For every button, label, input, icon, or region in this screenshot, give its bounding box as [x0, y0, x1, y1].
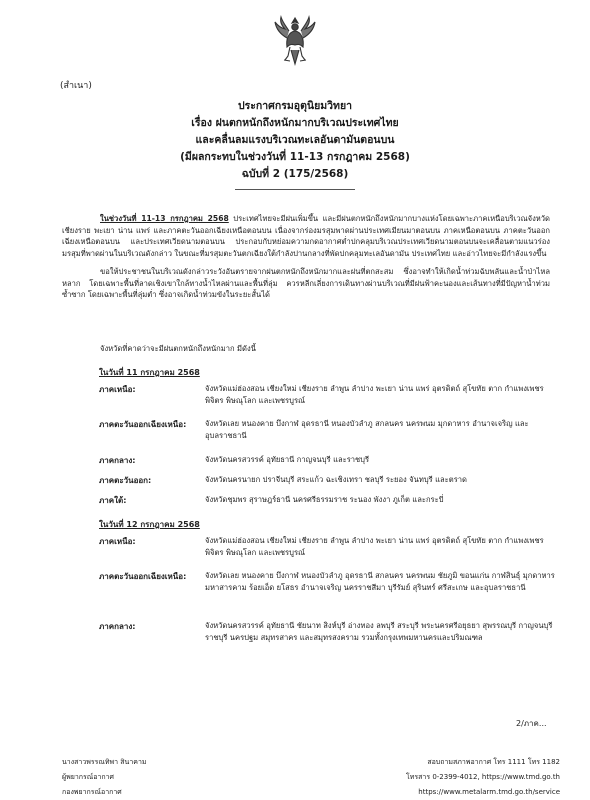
title-line-issue: ฉบับที่ 2 (175/2568): [241, 168, 349, 180]
region-label: ภาคใต้:: [99, 496, 127, 505]
region-label: ภาคตะวันออกเฉียงเหนือ:: [99, 572, 187, 581]
region-provinces: จังหวัดนครนายก ปราจีนบุรี สระแก้ว ฉะเชิงเทรา ชลบุรี ระยอง จันทบุรี และตราด: [205, 475, 467, 484]
title-line-subject: เรื่อง ฝนตกหนักถึงหนักมากบริเวณประเทศไทย: [191, 117, 399, 129]
region-label: ภาคตะวันออก:: [99, 476, 152, 485]
region-provinces: จังหวัดเลย หนองคาย บึงกาฬ อุดรธานี หนองบัวลำภู สกลนคร นครพนม มุกดาหาร อำนาจเจริญ และอุบลราชธานี: [205, 419, 529, 440]
forecaster-title: ผู้พยากรณ์อากาศ: [62, 773, 114, 781]
title-divider: [235, 189, 355, 190]
title-line-agency: ประกาศกรมอุตุนิยมวิทยา: [237, 100, 353, 112]
footer-contact: [406, 755, 560, 800]
title-line-period: (มีผลกระทบในช่วงวันที่ 11-13 กรกฎาคม 2568): [180, 151, 410, 163]
footer-forecaster: [62, 755, 147, 800]
title-line-subject-2: และคลื่นลมแรงบริเวณทะเลอันดามันตอนบน: [195, 134, 395, 146]
paragraph-situation-text: ประเทศไทยจะมีฝนเพิ่มขึ้น และมีฝนตกหนักถึงหนักมากบางแห่งโดยเฉพาะภาคเหนือบริเวณจังหวัดเชียงราย พะเยา น่าน แพร่ และภาคตะวันออกเฉียงเหนือตอนบน เนื่องจากร่องมรสุมพาดผ่านประเทศเมียนมาตอนบน ภาคเหนือตอนบน ภาคตะวันออกเฉียงเหนือตอนบน และประเทศเวียดนามตอนบน ประกอบกับหย่อมความกดอากาศต่ำปกคลุมบริเวณประเทศเวียดนามตอนบนจะเคลื่อนตามแนวร่องมรสุมที่พาดผ่านในบริเวณดังกล่าว ในขณะที่มรสุมตะวันตกเฉียงใต้กำลังปานกลางที่พัดปกคลุมทะเลอันดามัน ประเทศไทย และอ่าวไทยจะมีกำลังแรงขึ้น: [62, 214, 550, 259]
region-label: ภาคกลาง:: [99, 456, 136, 465]
announcement-title: [0, 98, 590, 190]
contact-fax-website: โทรสาร 0-2399-4012, https://www.tmd.go.th: [406, 773, 560, 781]
region-provinces: จังหวัดนครสวรรค์ อุทัยธานี ชัยนาท สิงห์บุรี อ่างทอง ลพบุรี สระบุรี พระนครศรีอยุธยา สุพรรณบุรี กาญจนบุรี ราชบุรี นครปฐม สมุทรสาคร และสมุทรสงคราม รวมทั้งกรุงเทพมหานครและปริมณฑล: [205, 621, 553, 642]
forecaster-division: กองพยากรณ์อากาศ: [62, 788, 122, 796]
paragraph-situation: [62, 213, 550, 260]
date-heading-day2: ในวันที่ 12 กรกฎาคม 2568: [99, 520, 200, 529]
copy-mark: (สำเนา): [60, 81, 92, 91]
forecaster-name: นางสาวพรรณทิพา สินาคาม: [62, 758, 147, 766]
paragraph-provinces-intro: [62, 343, 550, 355]
region-provinces: จังหวัดนครสวรรค์ อุทัยธานี กาญจนบุรี และราชบุรี: [205, 455, 370, 464]
region-label: ภาคกลาง:: [99, 622, 136, 631]
region-label: ภาคเหนือ:: [99, 537, 136, 546]
region-provinces: จังหวัดแม่ฮ่องสอน เชียงใหม่ เชียงราย ลำพูน ลำปาง พะเยา น่าน แพร่ อุตรดิตถ์ สุโขทัย ตาก กำแพงเพชร พิจิตร พิษณุโลก และเพชรบูรณ์: [205, 536, 544, 557]
region-label: ภาคเหนือ:: [99, 385, 136, 394]
region-provinces: จังหวัดชุมพร สุราษฎร์ธานี นครศรีธรรมราช ระนอง พังงา ภูเก็ต และกระบี่: [205, 495, 444, 504]
region-label: ภาคตะวันออกเฉียงเหนือ:: [99, 420, 187, 429]
paragraph-warning: [62, 266, 550, 301]
region-provinces: จังหวัดเลย หนองคาย บึงกาฬ หนองบัวลำภู อุดรธานี สกลนคร นครพนม ชัยภูมิ ขอนแก่น กาฬสินธุ์ มุกดาหาร มหาสารคาม ร้อยเอ็ด ยโสธร อำนาจเจริญ นครราชสีมา บุรีรัมย์ สุรินทร์ ศรีสะเกษ และอุบลราชธานี: [205, 571, 555, 592]
paragraph-warning-text: ขอให้ประชาชนในบริเวณดังกล่าวระวังอันตรายจากฝนตกหนักถึงหนักมากและฝนที่ตกสะสม ซึ่งอาจทำให้เกิดน้ำท่วมฉับพลันและน้ำป่าไหลหลาก โดยเฉพาะพื้นที่ลาดเชิงเขาใกล้ทางน้ำไหลผ่านและพื้นที่ลุ่ม ควรหลีกเลี่ยงการเดินทางผ่านบริเวณที่มีฝนฟ้าคะนองและเส้นทางที่มีปัญหาน้ำท่วมซ้ำซาก โดยเฉพาะพื้นที่ลุ่มต่ำ ซึ่งอาจเกิดน้ำท่วมขังในระยะสั้นได้: [62, 267, 550, 300]
contact-phone: สอบถามสภาพอากาศ โทร 1111 โทร 1182: [427, 758, 560, 766]
region-provinces: จังหวัดแม่ฮ่องสอน เชียงใหม่ เชียงราย ลำพูน ลำปาง พะเยา น่าน แพร่ อุตรดิตถ์ สุโขทัย ตาก กำแพงเพชร พิจิตร พิษณุโลก และเพชรบูรณ์: [205, 384, 544, 405]
garuda-emblem-icon: [272, 14, 318, 68]
paragraph-provinces-intro-text: จังหวัดที่คาดว่าจะมีฝนตกหนักถึงหนักมาก มีดังนี้: [100, 344, 256, 353]
contact-service-url[interactable]: https://www.metalarm.tmd.go.th/service: [418, 788, 560, 796]
page-continuation: 2/ภาค...: [516, 719, 547, 728]
paragraph-lead-date: ในช่วงวันที่ 11-13 กรกฎาคม 2568: [100, 214, 229, 223]
date-heading-day1: ในวันที่ 11 กรกฎาคม 2568: [99, 368, 200, 377]
